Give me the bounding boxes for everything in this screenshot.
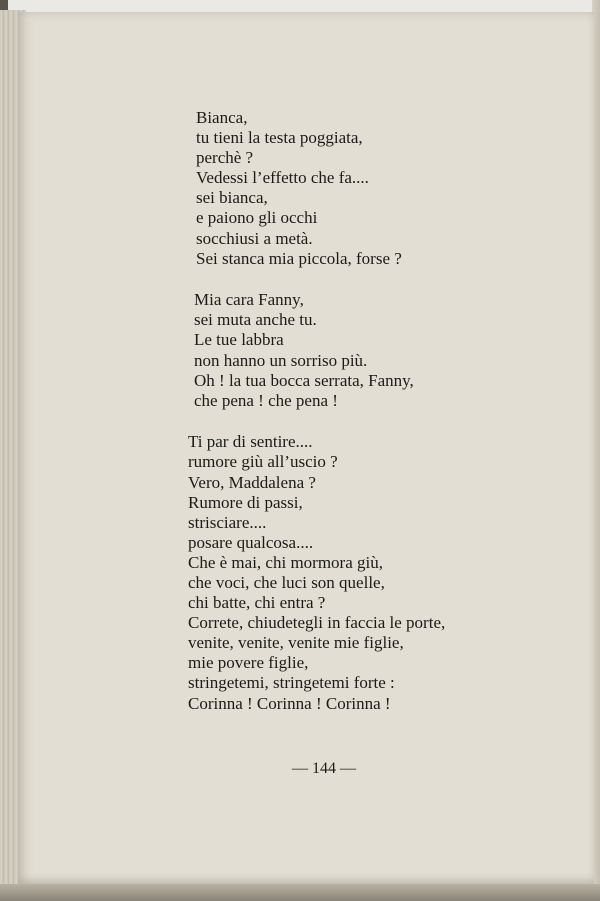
poem-line: Ti par di sentire....: [188, 432, 313, 452]
poem-line: che voci, che luci son quelle,: [188, 572, 385, 592]
page-bottom-edge: [0, 884, 600, 901]
poem-line: sei bianca,: [196, 188, 268, 208]
poem-line: Corinna ! Corinna ! Corinna !: [188, 693, 391, 713]
page-number: — 144 —: [292, 760, 356, 777]
poem-text: [188, 108, 488, 735]
poem-line: stringetemi, stringetemi forte :: [188, 673, 395, 693]
poem-line: tu tieni la testa poggiata,: [196, 128, 363, 148]
poem-line: rumore giù all’uscio ?: [188, 452, 338, 472]
poem-line: perchè ?: [196, 148, 254, 168]
poem-line: Le tue labbra: [194, 330, 284, 350]
poem-line: sei muta anche tu.: [194, 310, 317, 330]
poem-line: Vedessi l’effetto che fa....: [196, 168, 369, 188]
poem-line: Oh ! la tua bocca serrata, Fanny,: [194, 370, 414, 390]
poem-line: posare qualcosa....: [188, 532, 314, 552]
stanza-2: [188, 290, 488, 411]
poem-line: non hanno un sorriso più.: [194, 350, 368, 370]
poem-line: Sei stanca mia piccola, forse ?: [196, 248, 402, 268]
poem-line: strisciare....: [188, 512, 267, 532]
poem-line: e paiono gli occhi: [196, 208, 318, 228]
poem-line: Bianca,: [196, 108, 248, 127]
stanza-1: [188, 108, 488, 269]
poem-line: chi batte, chi entra ?: [188, 593, 326, 613]
poem-line: Vero, Maddalena ?: [188, 472, 316, 492]
poem-line: che pena ! che pena !: [194, 390, 338, 410]
poem-line: Mia cara Fanny,: [194, 290, 304, 310]
poem-line: Che è mai, chi mormora giù,: [188, 552, 383, 572]
poem-line: mie povere figlie,: [188, 653, 309, 673]
poem-line: Rumore di passi,: [188, 492, 303, 512]
poem-line: venite, venite, venite mie figlie,: [188, 633, 404, 653]
poem-line: socchiusi a metà.: [196, 228, 313, 248]
stanza-3: [188, 432, 488, 713]
poem-line: Correte, chiudetegli in faccia le porte,: [188, 613, 446, 633]
